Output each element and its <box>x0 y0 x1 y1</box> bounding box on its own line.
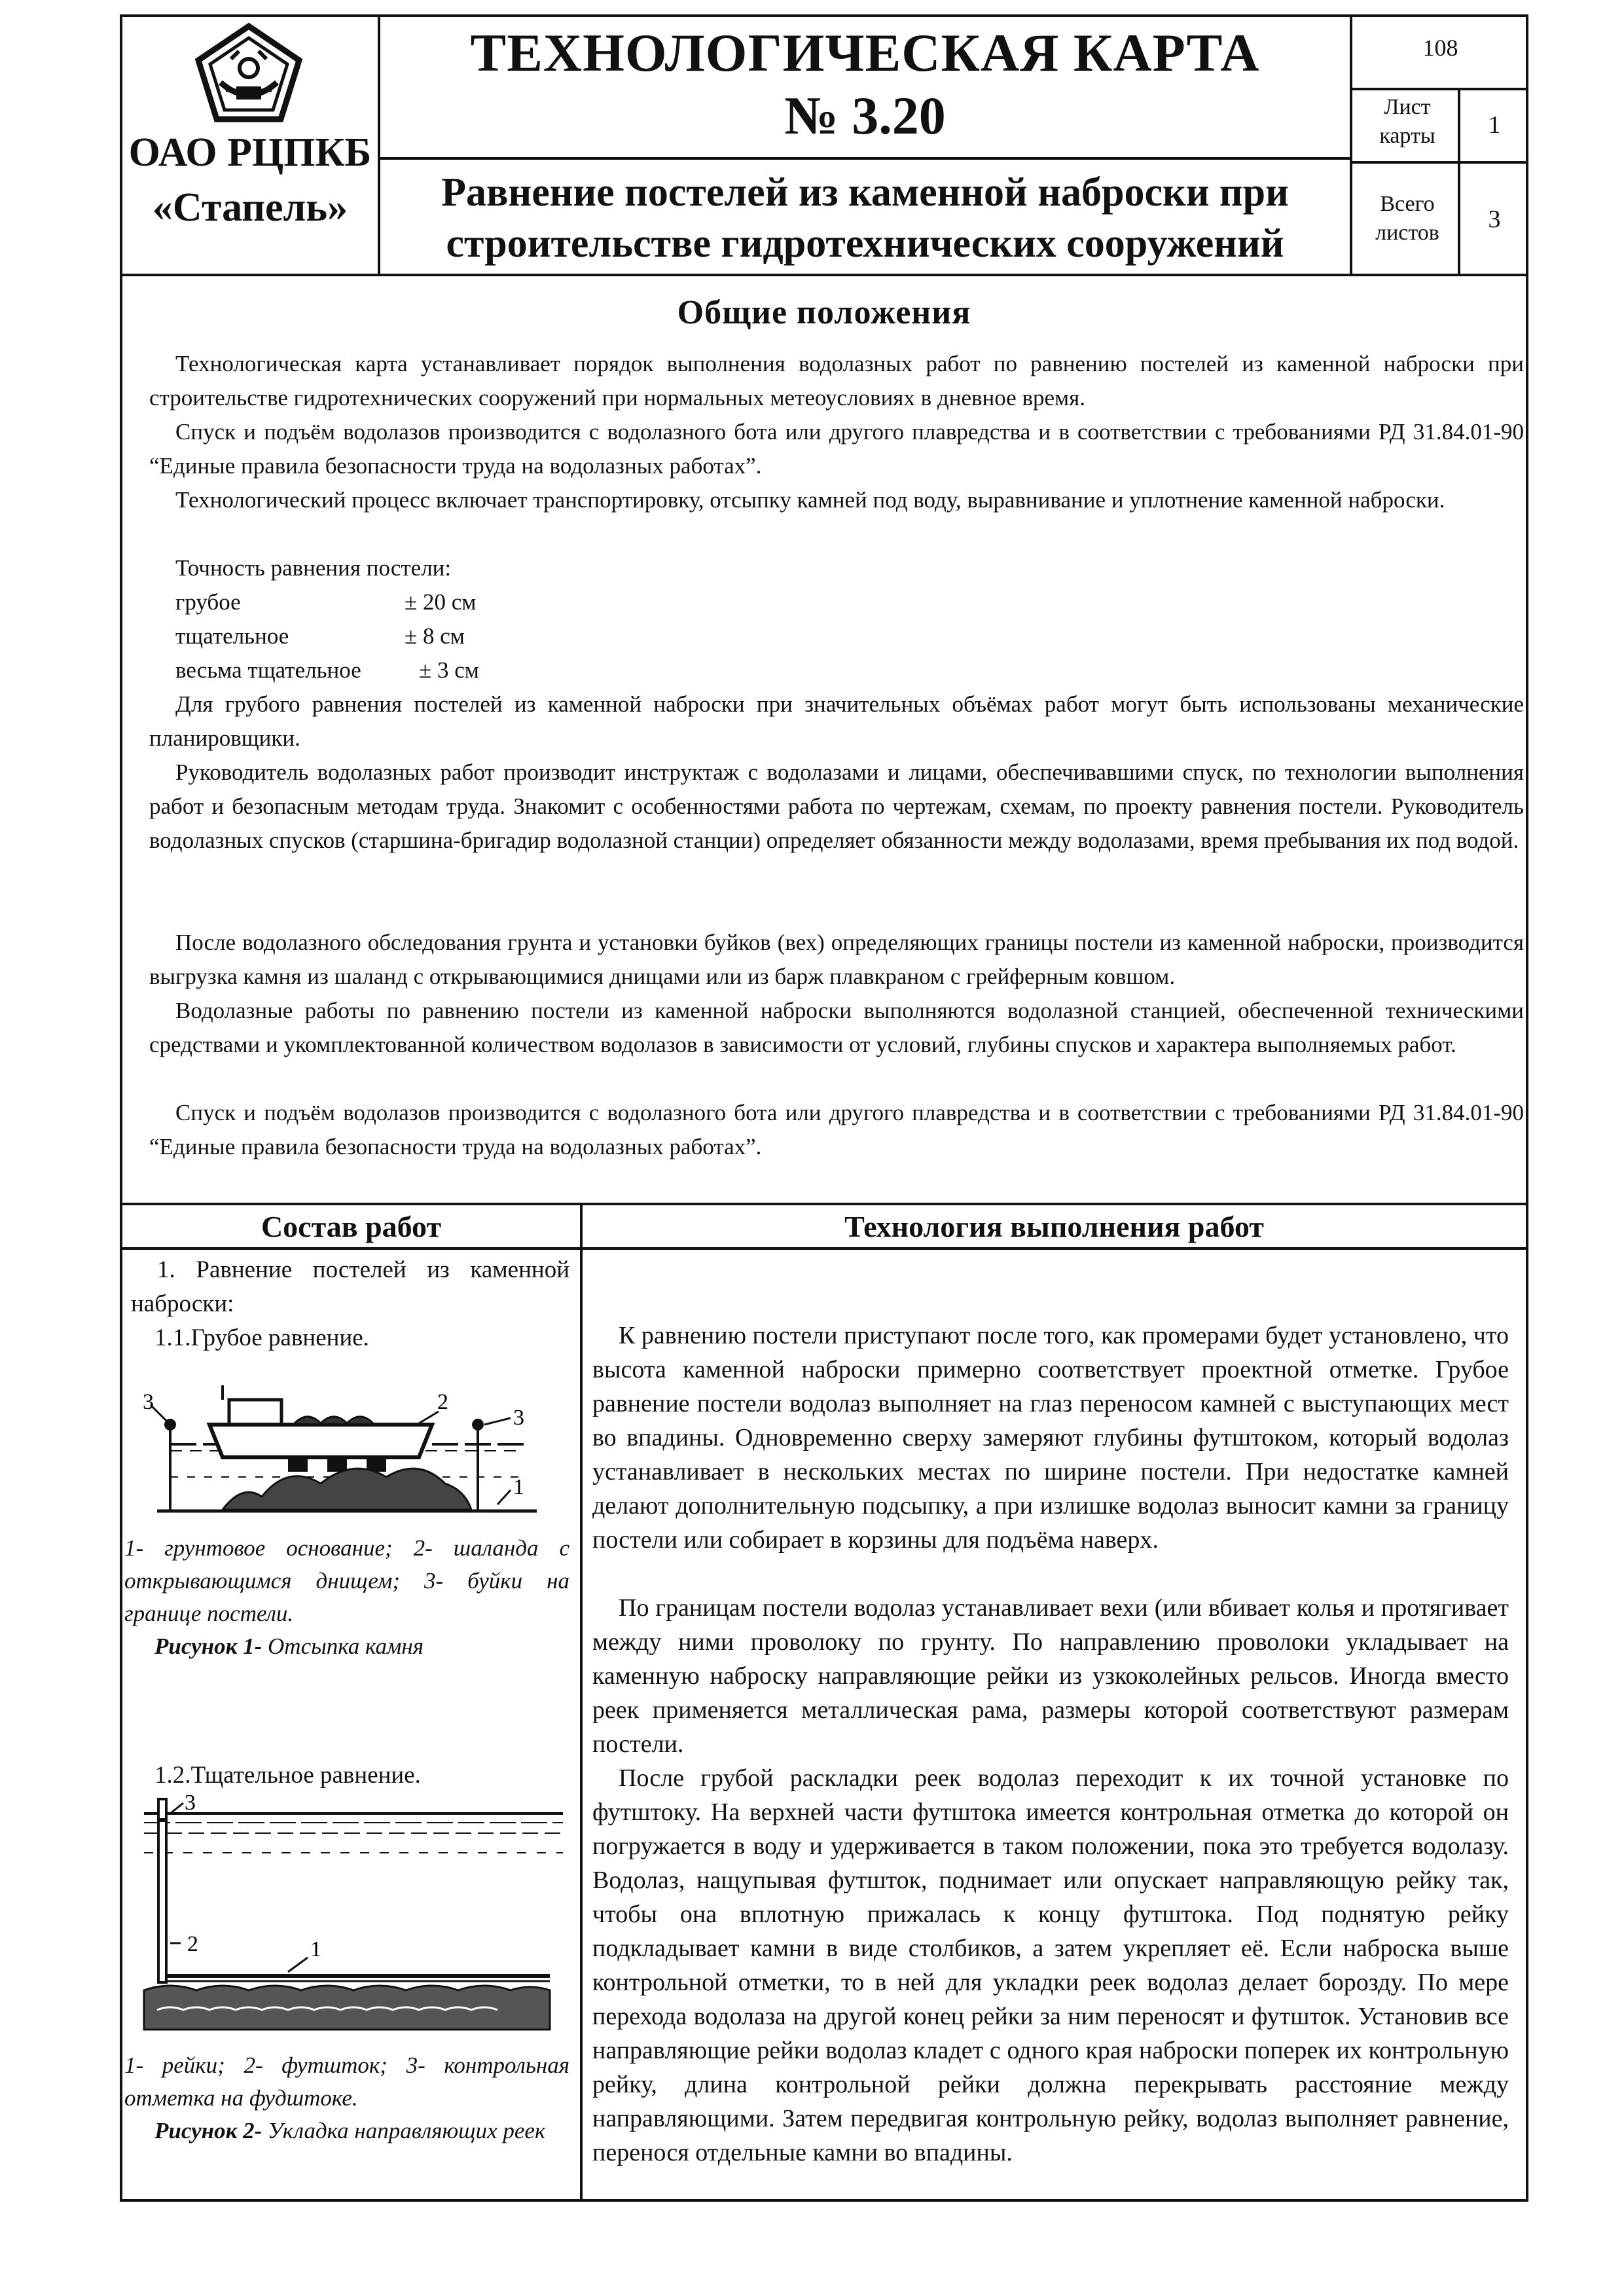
figure-1-caption-label: Рисунок 1- <box>154 1633 262 1659</box>
org-name-line1: ОАО РЦПКБ <box>128 130 372 175</box>
table-column-divider <box>580 1203 583 2202</box>
doc-number: № 3.20 <box>784 86 946 145</box>
table-header-technology: Технология выполнения работ <box>844 1210 1264 1243</box>
figure-1-label-2: 2 <box>437 1390 448 1414</box>
figure-1-label-1: 1 <box>513 1475 524 1499</box>
header-page-underline <box>1350 88 1528 90</box>
doc-subtitle-line2: строительстве гидротехнических сооружений <box>446 221 1284 266</box>
general-paragraph-3: Технологический процесс включает транспортировку, отсыпку камней под воду, выравнивание и уплотнение каменной наброски. <box>175 487 1445 513</box>
figure-1-caption <box>154 1630 573 1663</box>
figure-2-guide-rails <box>131 1791 576 2043</box>
figure-2-caption-text: Укладка направляющих реек <box>262 2118 546 2143</box>
page-number: 108 <box>1422 35 1458 61</box>
technology-paragraph-2: По границам постели водолаз устанавливает вехи (или вбивает колья и протягивает между ними проволоку по грунту. По направлению проволоки укладывает на каменную наброску направляющие рейки из узкоколейных рельсов. Иногда вместо реек применяется металлическая рама, размеры которой соответствуют размерам постели. <box>592 1594 1509 1758</box>
accuracy-value-very-careful: ± 3 см <box>419 657 479 683</box>
general-heading: Общие положения <box>677 294 971 331</box>
work-item-1: 1. Равнение постелей из каменной наброски: <box>131 1256 569 1317</box>
figure-2-caption-label: Рисунок 2- <box>154 2118 262 2143</box>
work-item-1-2: 1.2.Тщательное равнение. <box>154 1762 421 1789</box>
doc-subtitle-line1: Равнение постелей из каменной наброски при <box>441 170 1289 215</box>
accuracy-label-very-careful: весьма тщательное <box>175 657 361 683</box>
general-paragraph-6: После водолазного обследования грунта и установки буйков (вех) определяющих границы постели из каменной наброски, производится выгрузка камня из шаланд с открывающимися днищами или из барж плавкраном с грейферным ковшом. <box>149 930 1524 989</box>
general-paragraph-7: Водолазные работы по равнению постели из каменной наброски выполняются водолазной станцией, обеспеченной техническими средствами и укомплектованной количеством водолазов в зависимости от условий, глубины спусков и характера выполняемых работ. <box>149 998 1524 1057</box>
technology-paragraph-3: После грубой раскладки реек водолаз переходит к их точной установке по футштоку. На верхней части футштока имеется контрольная отметка до которой он погружается в воду и удерживается в таком положении, пока это требуется водолазу. Водолаз, нащупывая футшток, поднимает или опускает направляющую рейку так, чтобы она вплотную прижалась к концу футштока. Под поднятую рейку подкладывает камни в виде столбиков, а затем укрепляет её. Если наброска выше контрольной отметки, то в ней для укладки реек водолаз делает борозду. По мере перехода водолаза на другой конец рейки за ним переносят и футшток. Установив все направляющие рейки водолаз кладет с одного края наброски поперек их контрольную рейку, длина контрольной рейки должна перекрывать расстояние между направляющими. Затем передвигая контрольную рейку, водолаз выполняет равнение, перенося отдельные камни во впадины. <box>592 1764 1509 2166</box>
table-header-works: Состав работ <box>261 1210 442 1243</box>
accuracy-value-rough: ± 20 см <box>405 589 477 615</box>
header-sheet-underline <box>1350 161 1528 164</box>
figure-1-label-3-right: 3 <box>513 1406 524 1430</box>
accuracy-title: Точность равнения постели: <box>175 555 452 581</box>
table-header-underline <box>120 1247 1528 1250</box>
total-value: 3 <box>1488 206 1501 233</box>
general-paragraph-4: Для грубого равнения постелей из каменной наброски при значительных объёмах работ могут быть использованы механические планировщики. <box>149 691 1524 751</box>
accuracy-value-careful: ± 8 см <box>405 623 465 649</box>
figure-2-label-1: 1 <box>310 1937 321 1961</box>
technology-paragraph-1: К равнению постели приступают после того, как промерами будет установлено, что высота каменной наброски примерно соответствует проектной отметке. Грубое равнение постели водолаз выполняет на глаз переносом камней с выступающих мест во впадины. Одновременно сверху замеряют глубины футштоком, который водолаз устанавливает в нескольких местах по ширине постели. При недостатке камней делают дополнительную подсыпку, а при излишке водолаз выносит камни за границу постели или собирает в корзины для подъёма наверх. <box>592 1322 1509 1554</box>
doc-title: ТЕХНОЛОГИЧЕСКАЯ КАРТА <box>470 23 1260 82</box>
sheet-value: 1 <box>1488 111 1501 139</box>
figure-1-stone-dumping <box>131 1359 576 1529</box>
general-paragraph-2: Спуск и подъём водолазов производится с водолазного бота или другого плавредства и в соответствии с требованиями РД 31.84.01-90 “Единые правила безопасности труда на водолазных работах”. <box>149 419 1524 479</box>
figure-2-label-2: 2 <box>187 1932 198 1956</box>
general-paragraph-5: Руководитель водолазных работ производит инструктаж с водолазами и лицами, обеспечивавшими спуск, по технологии выполнения работ и безопасным методам труда. Знакомит с особенностями работа по чертежам, схемам, по проекту равнения постели. Руководитель водолазных спусков (старшина-бригадир водолазной станции) определяет обязанности между водолазами, время пребывания их под водой. <box>149 759 1524 853</box>
figure-2-label-3: 3 <box>185 1791 196 1815</box>
general-paragraph-8: Спуск и подъём водолазов производится с водолазного бота или другого плавредства и в соответствии с требованиями РД 31.84.01-90 “Единые правила безопасности труда на водолазных работах”. <box>149 1100 1524 1159</box>
work-item-1-1: 1.1.Грубое равнение. <box>154 1324 369 1351</box>
figure-1-legend: 1- грунтовое основание; 2- шаланда с открывающимся днищем; 3- буйки на границе постели. <box>124 1535 569 1626</box>
figure-1-caption-text: Отсыпка камня <box>262 1633 424 1659</box>
header-title-underline <box>378 157 1350 160</box>
org-name-line2: «Стапель» <box>152 185 348 230</box>
total-label: Всего листов <box>1375 192 1439 245</box>
figure-2-caption <box>124 2115 569 2147</box>
figure-2-legend: 1- рейки; 2- футшток; 3- контрольная отметка на фудштоке. <box>124 2052 569 2111</box>
accuracy-label-rough: грубое <box>175 589 241 615</box>
sheet-label: Лист карты <box>1379 95 1435 148</box>
accuracy-label-careful: тщательное <box>175 623 289 649</box>
general-paragraph-1: Технологическая карта устанавливает порядок выполнения водолазных работ по равнению постелей из каменной наброски при строительстве гидротехнических сооружений при нормальных метеоусловиях в дневное время. <box>149 351 1524 410</box>
company-logo <box>193 22 304 127</box>
figure-1-label-3-left: 3 <box>143 1390 154 1414</box>
